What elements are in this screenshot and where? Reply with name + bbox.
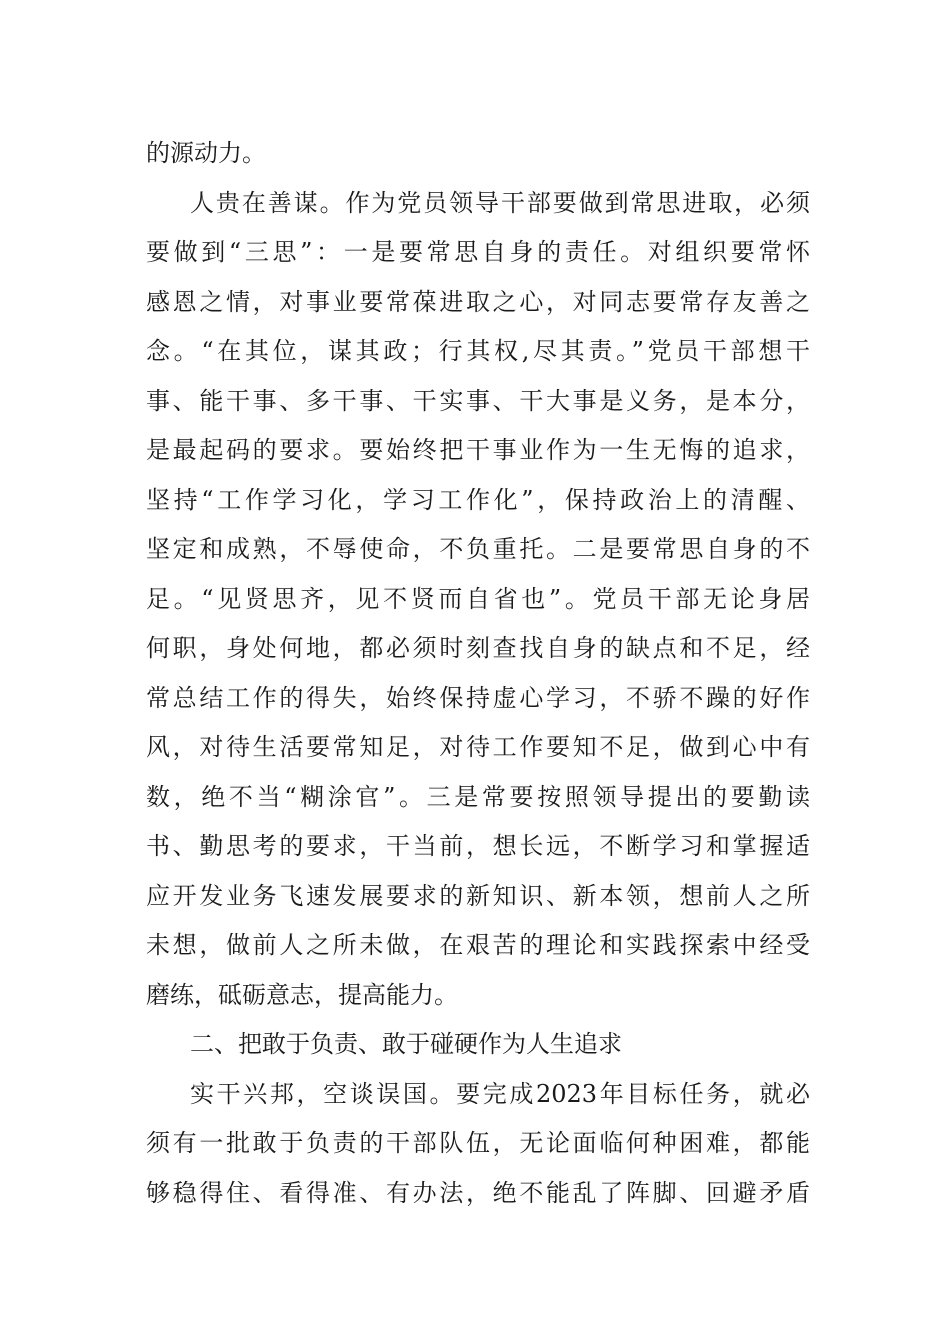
text-line: 是最起码的要求。要始终把干事业作为一生无悔的追求，	[146, 436, 810, 464]
text-line: 坚定和成熟，不辱使命，不负重托。二是要常思自身的不	[146, 535, 810, 563]
paragraph-first-line: 人贵在善谋。作为党员领导干部要做到常思进取，必须	[190, 188, 810, 217]
paragraph-first-line: 实干兴邦，空谈误国。要完成2023年目标任务，就必	[190, 1079, 810, 1108]
text-line: 应开发业务飞速发展要求的新知识、新本领，想前人之所	[146, 881, 810, 910]
text-line: 何职，身处何地，都必须时刻查找自身的缺点和不足，经	[146, 634, 810, 662]
text-line: 书、勤思考的要求，干当前，想长远，不断学习和掌握适	[146, 832, 810, 860]
text-line: 感恩之情，对事业要常葆进取之心，对同志要常存友善之	[146, 287, 810, 316]
text-line: 须有一批敢于负责的干部队伍，无论面临何种困难，都能	[146, 1129, 810, 1157]
text-line: 足。“见贤思齐，见不贤而自省也”。党员干部无论身居	[146, 584, 810, 613]
text-line: 够稳得住、看得准、有办法，绝不能乱了阵脚、回避矛盾	[146, 1178, 810, 1207]
text-line: 未想，做前人之所未做，在艰苦的理论和实践探索中经受	[146, 931, 810, 959]
text-line: 念。“在其位，谋其政；行其权,尽其责。”党员干部想干	[146, 337, 810, 365]
text-line: 数，绝不当“糊涂官”。三是常要按照领导提出的要勤读	[146, 782, 810, 811]
text-line: 坚持“工作学习化，学习工作化”，保持政治上的清醒、	[146, 485, 810, 514]
text-line: 事、能干事、多干事、干实事、干大事是义务，是本分，	[146, 386, 810, 415]
text-line: 的源动力。	[146, 139, 266, 167]
text-line: 常总结工作的得失，始终保持虚心学习，不骄不躁的好作	[146, 683, 810, 712]
text-line: 要做到“三思”：一是要常思自身的责任。对组织要常怀	[146, 238, 810, 266]
document-body	[146, 129, 810, 1218]
text-line: 风，对待生活要常知足，对待工作要知不足，做到心中有	[146, 733, 810, 761]
section-heading: 二、把敢于负责、敢于碰硬作为人生追求	[190, 1030, 622, 1058]
text-line: 磨练，砥砺意志，提高能力。	[146, 980, 458, 1009]
